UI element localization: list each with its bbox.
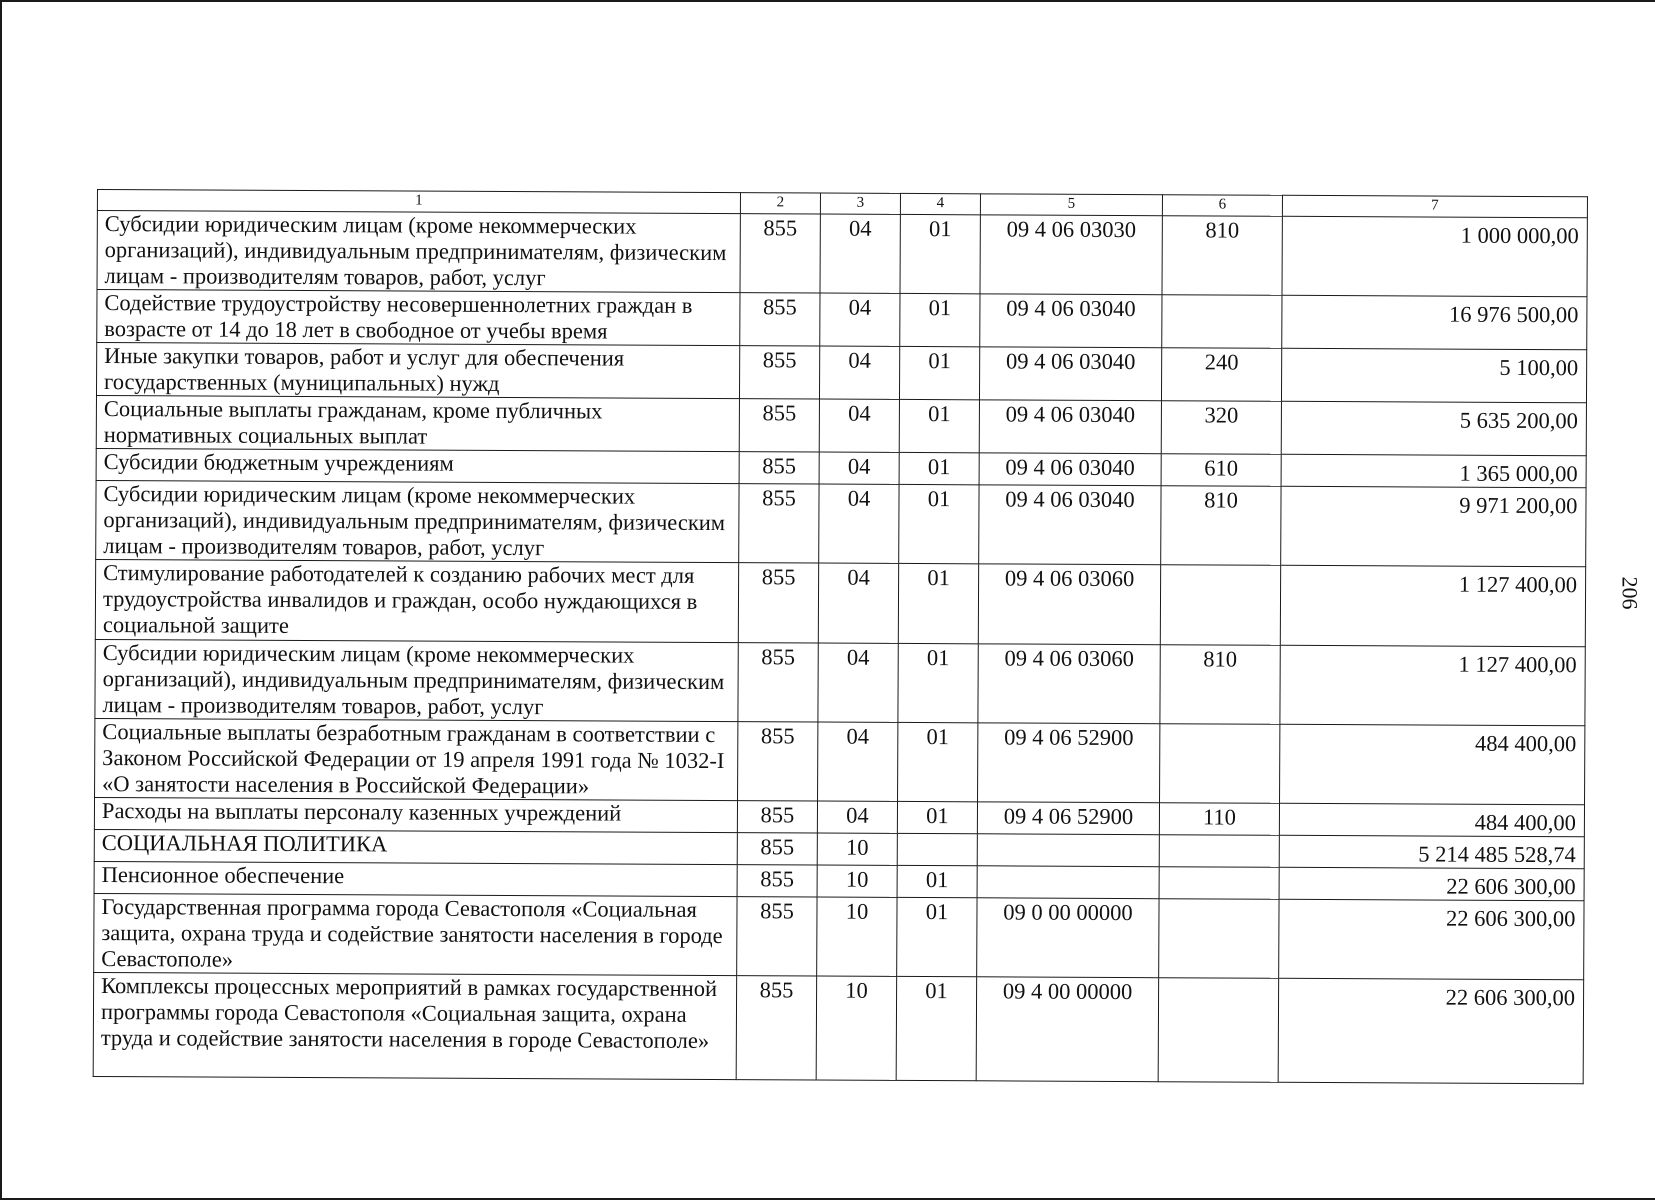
cell-target-article: 09 4 06 03040 [979,400,1161,454]
cell-expense-type: 110 [1159,803,1279,836]
cell-subsection-code: 01 [899,399,979,452]
cell-target-article: 09 4 06 03060 [978,644,1160,724]
cell-expense-type [1162,295,1282,349]
cell-target-article: 09 4 06 03060 [978,564,1160,645]
table-row [96,343,1586,403]
row-description: Субсидии бюджетным учреждениям [96,448,739,483]
page-number: 206 [1617,576,1643,610]
cell-expense-type [1159,835,1279,868]
cell-amount: 1 365 000,00 [1281,454,1586,487]
column-header-6: 6 [1162,195,1282,217]
column-header-3: 3 [820,193,900,214]
cell-section-code: 04 [817,801,897,833]
table-row [96,480,1586,566]
row-description: СОЦИАЛЬНАЯ ПОЛИТИКА [94,829,737,864]
row-description: Социальные выплаты гражданам, кроме публичных нормативных социальных выплат [96,395,739,451]
cell-ministry-code: 855 [737,801,817,833]
column-header-5: 5 [980,194,1162,216]
cell-expense-type: 610 [1161,454,1281,487]
cell-subsection-code: 01 [896,976,977,1080]
cell-expense-type [1160,565,1280,646]
cell-subsection-code: 01 [899,484,979,563]
cell-ministry-code: 855 [738,722,818,801]
table-row [97,290,1587,350]
cell-subsection-code: 01 [898,643,978,722]
budget-table [93,189,1588,1084]
cell-expense-type: 810 [1160,645,1280,725]
cell-section-code: 04 [820,293,900,346]
cell-subsection-code: 01 [899,452,979,484]
cell-ministry-code: 855 [738,643,818,722]
cell-section-code: 10 [817,833,897,865]
cell-target-article [977,866,1159,899]
cell-target-article: 09 4 06 03040 [979,347,1161,401]
cell-amount: 5 635 200,00 [1281,401,1586,455]
cell-amount: 1 127 400,00 [1280,645,1585,725]
cell-amount: 1 000 000,00 [1282,216,1587,296]
cell-ministry-code: 855 [739,484,819,563]
cell-expense-type [1160,724,1280,804]
cell-target-article: 09 0 00 00000 [977,898,1159,978]
table-row [95,639,1585,725]
cell-section-code: 10 [817,865,897,897]
column-header-4: 4 [900,193,980,214]
cell-expense-type [1159,867,1279,900]
cell-subsection-code: 01 [900,214,980,293]
cell-expense-type: 320 [1161,401,1281,455]
cell-expense-type [1158,978,1279,1083]
cell-expense-type: 810 [1161,486,1281,566]
table-body [93,211,1587,1084]
cell-subsection-code: 01 [899,346,979,399]
cell-subsection-code [897,833,977,865]
row-description: Расходы на выплаты персоналу казенных учреждений [94,797,737,832]
cell-target-article: 09 4 06 03040 [979,453,1161,486]
table-row [95,718,1585,804]
row-description: Стимулирование работодателей к созданию рабочих мест для трудоустройства инвалидов и граждан, особо нуждающихся в социальной защите [95,559,738,642]
cell-ministry-code: 855 [740,214,820,293]
table-row [96,395,1586,455]
table-row [95,559,1585,646]
cell-expense-type: 240 [1161,348,1281,402]
row-description: Субсидии юридическим лицам (кроме некоммерческих организаций), индивидуальным предпринимателям, физическим лицам - производителям товаров, работ, услуг [95,639,738,721]
cell-section-code: 04 [818,643,898,722]
cell-subsection-code: 01 [897,865,977,897]
column-header-2: 2 [740,193,820,214]
cell-section-code: 04 [819,346,899,399]
cell-target-article [977,834,1159,867]
cell-subsection-code: 01 [898,563,978,643]
cell-amount: 22 606 300,00 [1279,899,1584,979]
cell-amount: 5 214 485 528,74 [1279,835,1584,868]
cell-target-article: 09 4 06 03040 [979,485,1161,565]
row-description: Субсидии юридическим лицам (кроме некоммерческих организаций), индивидуальным предпринимателям, физическим лицам - производителям товаров, работ, услуг [96,480,739,562]
cell-ministry-code: 855 [739,346,819,399]
table-row [97,211,1587,297]
row-description: Иные закупки товаров, работ и услуг для обеспечения государственных (муниципальных) нужд [96,343,739,399]
cell-section-code: 10 [816,976,897,1080]
cell-ministry-code: 855 [740,293,820,346]
cell-amount: 16 976 500,00 [1282,295,1587,349]
cell-section-code: 04 [819,452,899,484]
cell-ministry-code: 855 [737,865,817,897]
row-description: Государственная программа города Севастополя «Социальная защита, охрана труда и содействие занятости населения в городе Севастополе» [94,893,737,975]
cell-target-article: 09 4 00 00000 [976,977,1159,1082]
table-row [93,972,1583,1083]
cell-target-article: 09 4 06 52900 [978,723,1160,803]
cell-amount: 1 127 400,00 [1280,565,1585,646]
cell-subsection-code: 01 [900,293,980,346]
cell-subsection-code: 01 [898,722,978,801]
cell-target-article: 09 4 06 03040 [980,294,1162,348]
cell-ministry-code: 855 [738,563,818,643]
column-header-1: 1 [97,190,740,214]
cell-target-article: 09 4 06 52900 [977,802,1159,835]
cell-amount: 484 400,00 [1280,724,1585,804]
cell-section-code: 04 [819,484,899,563]
table-row [94,893,1584,979]
cell-amount: 22 606 300,00 [1279,867,1584,900]
cell-amount: 22 606 300,00 [1278,978,1584,1083]
cell-subsection-code: 01 [897,801,977,833]
cell-ministry-code: 855 [736,976,817,1080]
row-description: Субсидии юридическим лицам (кроме некоммерческих организаций), индивидуальным предпринимателям, физическим лицам - производителям товаров, работ, услуг [97,211,740,293]
cell-section-code: 04 [818,563,898,643]
cell-ministry-code: 855 [739,452,819,484]
column-header-7: 7 [1282,195,1587,217]
row-description: Содействие трудоустройству несовершеннолетних граждан в возрасте от 14 до 18 лет в свободное от учебы время [97,290,740,346]
cell-section-code: 10 [817,897,897,976]
cell-expense-type [1159,899,1279,979]
cell-amount: 9 971 200,00 [1281,486,1586,566]
cell-amount: 484 400,00 [1279,803,1584,836]
cell-section-code: 04 [819,399,899,452]
cell-ministry-code: 855 [737,897,817,976]
cell-amount: 5 100,00 [1281,348,1586,402]
row-description: Социальные выплаты безработным гражданам в соответствии с Законом Российской Федерации от 19 апреля 1991 года № 1032-I «О занятости населения в Российской Федерации» [95,718,738,800]
cell-section-code: 04 [818,722,898,801]
cell-subsection-code: 01 [897,897,977,976]
row-description: Пенсионное обеспечение [94,861,737,896]
cell-target-article: 09 4 06 03030 [980,215,1162,295]
cell-ministry-code: 855 [739,399,819,452]
cell-section-code: 04 [820,214,900,293]
row-description: Комплексы процессных мероприятий в рамках государственной программы города Севастополя «Социальная защита, охрана труда и содействие занятости населения в городе Севастополе» [93,972,737,1079]
cell-ministry-code: 855 [737,833,817,865]
cell-expense-type: 810 [1162,216,1282,296]
